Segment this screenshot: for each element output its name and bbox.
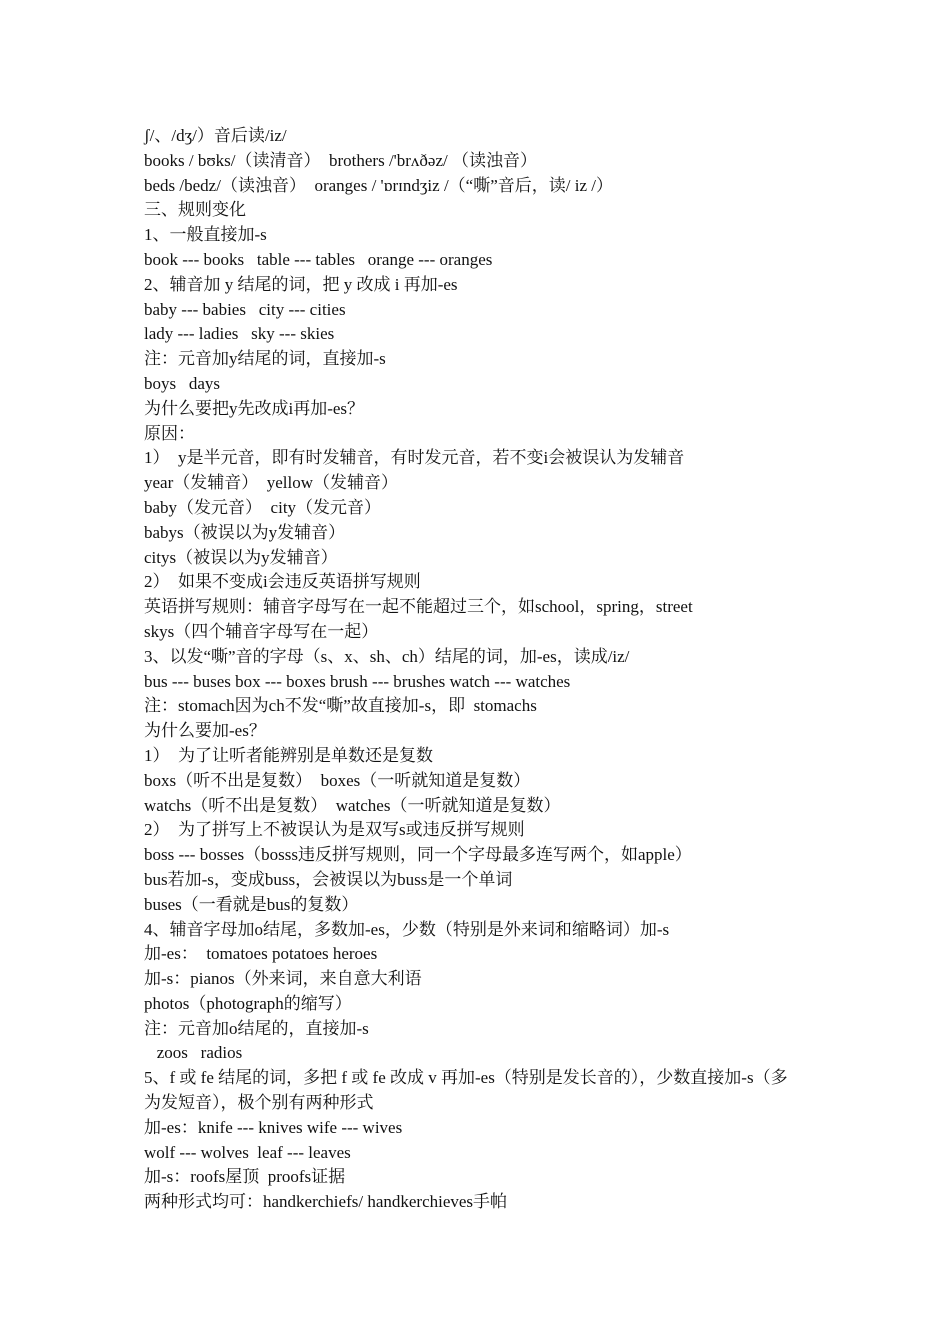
document-body [144, 124, 824, 1215]
text-line: zoos radios [144, 1043, 243, 1063]
text-line: 1） 为了让听者能辨别是单数还是复数 [144, 745, 433, 765]
text-line: boys days [144, 373, 221, 393]
text-line: wolf --- wolves leaf --- leaves [144, 1142, 351, 1162]
question-line: 为什么要加-es？ [144, 721, 266, 741]
text-line: bus若加-s，变成buss，会被误以为buss是一个单词 [144, 869, 513, 889]
text-line: 加-es： tomatoes potatoes heroes [144, 944, 378, 964]
text-line: 两种形式均可：handkerchiefs/ handkerchieves手帕 [144, 1192, 508, 1212]
section-heading: 三、规则变化 [144, 200, 246, 220]
text-line: ʃ/、/dʒ/）音后读/iz/ [144, 126, 287, 145]
text-line: 加-s：pianos（外来词，来自意大利语 [144, 969, 422, 989]
rule-heading: 5、f 或 fe 结尾的词，多把 f 或 fe 改成 v 再加-es（特别是发长音的），少数直接加-s（多 [144, 1068, 788, 1088]
text-line: buses（一看就是bus的复数） [144, 894, 359, 914]
text-line: 为发短音），极个别有两种形式 [144, 1093, 374, 1113]
text-line: 加-s：roofs屋顶 proofs证据 [144, 1167, 346, 1187]
rule-heading: 4、辅音字母加o结尾，多数加-es，少数（特别是外来词和缩略词）加-s [144, 919, 670, 939]
text-line: 加-es：knife --- knives wife --- wives [144, 1117, 403, 1137]
text-line: skys（四个辅音字母写在一起） [144, 621, 379, 641]
note-line: 注：元音加y结尾的词，直接加-s [144, 349, 386, 369]
text-line: baby --- babies city --- cities [144, 299, 346, 319]
text-line: book --- books table --- tables orange --- oranges [144, 249, 493, 269]
rule-heading: 3、以发“嘶”音的字母（s、x、sh、ch）结尾的词，加-es，读成/iz/ [144, 646, 630, 666]
note-line: 注：元音加o结尾的，直接加-s [144, 1018, 369, 1038]
text-line: 英语拼写规则：辅音字母写在一起不能超过三个，如school，spring，street [144, 597, 693, 617]
text-line: boxs（听不出是复数） boxes（一听就知道是复数） [144, 770, 531, 790]
text-line: beds /bedz/（读浊音） oranges / 'ɒrɪndʒiz /（“嘶”音后，读/ iz /） [144, 175, 613, 195]
text-line: lady --- ladies sky --- skies [144, 324, 335, 344]
text-line: citys（被误以为y发辅音） [144, 547, 338, 567]
rule-heading: 1、一般直接加-s [144, 225, 267, 245]
text-line: 原因： [144, 423, 195, 443]
text-line: babys（被误以为y发辅音） [144, 522, 346, 542]
question-line: 为什么要把y先改成i再加-es？ [144, 398, 365, 418]
text-line: 2） 为了拼写上不被误认为是双写s或违反拼写规则 [144, 820, 525, 840]
text-line: boss --- bosses（bosss违反拼写规则，同一个字母最多连写两个，如apple） [144, 845, 692, 865]
text-line: year（发辅音） yellow（发辅音） [144, 473, 399, 493]
text-line: books / bʊks/（读清音） brothers /'brʌðəz/ （读浊音） [144, 150, 537, 170]
rule-heading: 2、辅音加 y 结尾的词，把 y 改成 i 再加-es [144, 274, 458, 294]
text-line: 1） y是半元音，即有时发辅音，有时发元音，若不变i会被误认为发辅音 [144, 448, 685, 468]
text-line: bus --- buses box --- boxes brush --- brushes watch --- watches [144, 671, 571, 691]
text-line: watchs（听不出是复数） watches（一听就知道是复数） [144, 795, 561, 815]
text-line: 2） 如果不变成i会违反英语拼写规则 [144, 572, 421, 592]
text-line: photos（photograph的缩写） [144, 993, 352, 1013]
text-line: baby（发元音） city（发元音） [144, 497, 382, 517]
note-line: 注：stomach因为ch不发“嘶”故直接加-s，即 stomachs [144, 696, 537, 716]
